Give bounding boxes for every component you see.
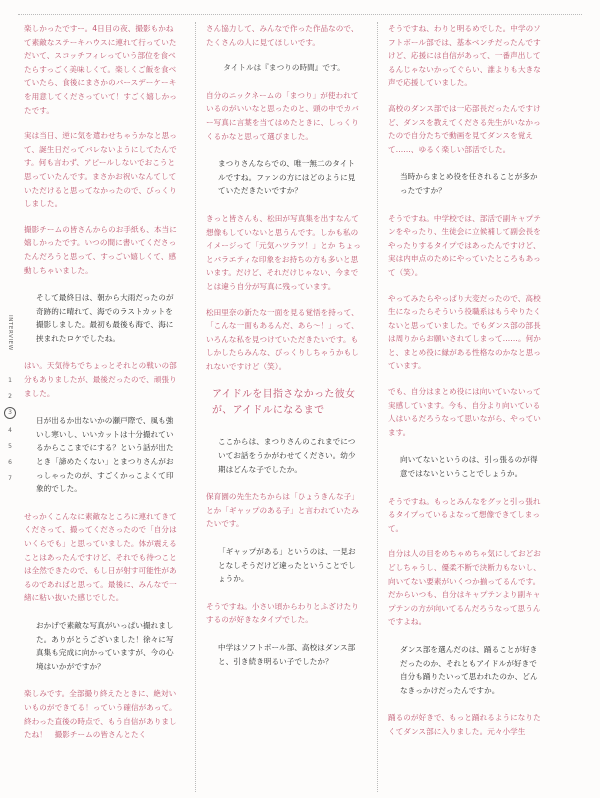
- question-paragraph: 向いてないというのは、引っ張るのが得意ではないということでしょうか。: [400, 455, 538, 479]
- question-paragraph: 当時からまとめ役を任されることが多かったですか？: [400, 172, 538, 195]
- page-number: 1: [8, 376, 12, 384]
- answer-paragraph: そうですね。中学校では、部活で副キャプテンをやったり、生徒会に立候補して副会長をやったりするタイプではあったんですけど、実は内申点のためにやっていたところもあって（笑）。: [388, 213, 541, 277]
- answer-paragraph: そうですね、わりと明るめでした。中学のソフトボール部では、基本ベンチだったんですけど、応援には自信があって、一番声出してるんじゃないかってぐらい、誰よりも大きな声で応援していました。: [388, 24, 541, 88]
- answer-paragraph: タイトルは『まつりの時間』です。: [223, 63, 345, 73]
- text-column-3: [388, 22, 544, 792]
- page-number: 7: [8, 474, 12, 482]
- answer-paragraph: 楽しみです。全部撮り終えたときに、絶対いいものができてる！っていう確信があって。終わった直後の時点で、もう自信がありましたね！ 撮影チームの皆さんとたく: [24, 689, 177, 740]
- text-column-2: [206, 22, 362, 792]
- answer-paragraph: さん協力して、みんなで作った作品なので、たくさんの人に見てほしいです。: [206, 24, 359, 47]
- answer-paragraph: やってみたらやっぱり大変だったので、高校生になったらそういう役職系はもうやりたくないと思っていました。でもダンス部の部長は周りからお願いされてしまって……。何かと、まとめ役に縁がある性格なのかなと思っています。: [388, 293, 541, 371]
- answer-paragraph: 自分のニックネームの「まつり」が使われているのがいいなと思ったのと、頭の中でカバー写真に言葉を当てはめたときに、しっくりくるかなと思って選びました。: [206, 90, 359, 141]
- question-paragraph: 日が出るか出ないかの瀬戸際で、風も強いし寒いし、いいカットは十分撮れているからここまでにする？という話が出たとき「諦めたくない」とまつりさんがおっしゃったのが、すごくかっこよくて印象的でした。: [36, 416, 174, 494]
- page-number: 4: [8, 426, 12, 434]
- page-number: 6: [8, 458, 12, 466]
- question-paragraph: 中学はソフトボール部、高校はダンス部と、引き続き明るい子でしたか？: [218, 643, 356, 666]
- answer-paragraph: 自分は人の目をめちゃめちゃ気にしておどおどしちゃうし、優柔不断で決断力もないし、向いてない要素がいくつか揃ってるんです。だからいつも、自分はキャプテンより副キャプテンの方が向いてるんだろうなって思うんですよね。: [388, 549, 541, 627]
- answer-paragraph: 松田里奈の新たな一面を見る覚悟を持って、「こんな一面もあるんだ、あら～！」って、いろんな私を見つけていただきたいです。もしかしたらみんな、びっくりしちゃうかもしれないですけど（笑）。: [206, 307, 359, 371]
- answer-paragraph: きっと皆さんも、松田が写真集を出すなんて想像もしていないと思うんです。しかも私のイメージって「元気ハツラツ！」とか ちょっとバラエティな印象をお持ちの方も多いと思います。だけど、それだけじゃない、今までとは違う自分が写真に残っています。: [206, 213, 361, 291]
- page-number: 2: [8, 392, 12, 400]
- top-divider: [18, 14, 582, 15]
- answer-paragraph: 実は当日、逆に気を遣わせちゃうかなと思って、誕生日だってバレないようにしてたんです。何も言わず、アピールしないでおこうと思っていたんです。まさかお祝いなんてしていただけると思ってなかったので、びっくりしました。: [24, 131, 177, 209]
- page-number: 5: [8, 442, 12, 450]
- question-paragraph: ダンス部を選んだのは、踊ることが好きだったのか、それともアイドルが好きで自分も踊りたいって思われたのか、どんなきっかけだったんですか。: [400, 644, 538, 695]
- question-paragraph: おかげで素敵な写真がいっぱい撮れました。ありがとうございました！徐々に写真集も完成に向かっていますが、今の心境はいかがですか？: [36, 620, 174, 671]
- page-index: [3, 315, 17, 487]
- section-heading: アイドルを目指さなかった彼女が、アイドルになるまで: [212, 389, 356, 417]
- question-paragraph: ここからは、まつりさんのこれまでについてお話をうかがわせてください。幼少期はどんな子でしたか。: [218, 437, 356, 474]
- answer-paragraph: せっかくこんなに素敵なところに連れてきてくださって、撮ってくださったので「自分はいくらでも」と思っていました。体が震えることはあったんですけど、それでも待つことは全然できたので、もし日が射す可能性があるのであればと思って。最後に、みんなで一緒に粘い抜いた感じでした。: [24, 511, 177, 603]
- current-page-number: 3: [4, 407, 16, 419]
- answer-paragraph: 高校のダンス部では一応部長だったんですけど、ダンスを教えてくださる先生がいなかったので自分たちで動画を見てダンスを覚えて……、ゆるく楽しい部活でした。: [388, 103, 541, 154]
- column-divider: [195, 22, 196, 792]
- answer-paragraph: 楽しかったですー。4日目の夜、撮影もかねて素敵なステーキハウスに連れて行っていただいて、スコッチフィレっていう部位を食べたらすっごく美味しくて。楽しくご飯を食べていたら、食後にまさかのバースデーケーキを用意してくださっていて！すごく嬉しかったです。: [24, 24, 177, 115]
- question-paragraph: まつりさんならでの、唯一無二のタイトルですね。ファンの方にはどのように見ていただきたいですか？: [218, 159, 356, 196]
- column-divider: [377, 22, 378, 792]
- answer-paragraph: 踊るのが好きで、もっと踊れるようになりたくてダンス部に入りました。元々小学生: [388, 713, 541, 736]
- answer-paragraph: はい。天気待ちでちょっとそれとの戦いの部分もありましたが、最後だったので、頑張りました。: [24, 361, 177, 398]
- question-paragraph: 「ギャップがある」というのは、一見おとなしそうだけど違ったということでしょうか。: [218, 547, 356, 584]
- section-label: INTERVIEW: [7, 315, 13, 351]
- answer-paragraph: 撮影チームの皆さんからのお手紙も、本当に嬉しかったです。いつの間に書いてくださったんだろうと思って、すっごい嬉しくて、感動しちゃいました。: [24, 224, 177, 275]
- answer-paragraph: 保育園の先生たちからは「ひょうきんな子」とか「ギャップのある子」と言われていたみたいです。: [206, 492, 359, 529]
- text-column-1: [24, 22, 180, 792]
- answer-paragraph: そうですね。小さい頃からわりとふざけたりするのが好きなタイプでした。: [206, 601, 359, 625]
- answer-paragraph: でも、自分はまとめ役には向いていないって実感しています。今も、自分より向いている人はいるだろうなって思いながら、やっています。: [388, 387, 541, 437]
- answer-paragraph: そうですね。もっとみんなをグッと引っ張れるタイプっているよなって想像できてしまって。: [388, 496, 541, 533]
- question-paragraph: そして最終日は、朝から大雨だったのが奇跡的に晴れて、海でのラストカットを撮影しました。最初も最後も海で、海に挟まれたロケでしたね。: [36, 293, 174, 343]
